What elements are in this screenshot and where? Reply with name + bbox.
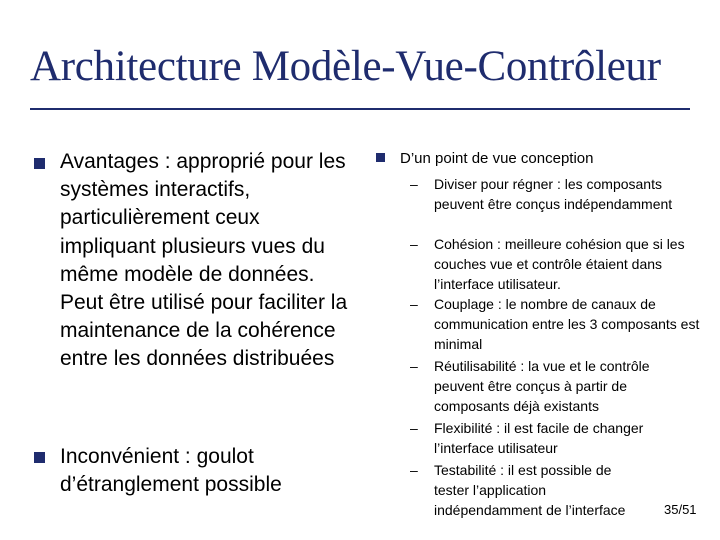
sub-item-testability [410, 460, 650, 520]
sub-item-text: Réutilisabilité : la vue et le contrôle peuvent être conçus à partir de composants déjà existants [434, 358, 650, 414]
sub-item-text: Cohésion : meilleure cohésion que si les couches vue et contrôle étaient dans l’interface utilisateur. [434, 236, 685, 292]
square-bullet-icon [376, 153, 385, 162]
sub-item-text: Testabilité : il est possible de tester l’application indépendamment de l’interface [434, 462, 626, 518]
dash-bullet: – [410, 420, 418, 436]
sub-item-divide [410, 174, 700, 214]
left-bullet-drawback: Inconvénient : goulot d’étranglement possible [60, 445, 282, 497]
sub-item-flexibility [410, 418, 700, 458]
dash-bullet: – [410, 236, 418, 252]
dash-bullet: – [410, 176, 418, 192]
dash-bullet: – [410, 462, 418, 478]
right-heading: D’un point de vue conception [400, 150, 594, 167]
sub-item-coupling [410, 294, 700, 354]
slide-title: Architecture Modèle-Vue-Contrôleur [30, 43, 661, 90]
page-number: 35/51 [664, 502, 697, 517]
sub-item-text: Flexibilité : il est facile de changer l’interface utilisateur [434, 420, 644, 456]
square-bullet-icon [34, 452, 45, 463]
sub-item-cohesion [410, 234, 700, 294]
dash-bullet: – [410, 296, 418, 312]
title-divider [30, 108, 690, 110]
sub-item-reusability [410, 356, 700, 416]
left-bullet-advantages: Avantages : approprié pour les systèmes interactifs, particulièrement ceux impliquant plusieurs vues du même modèle de données. Peut être utilisé pour faciliter la maintenance de la cohérence entre les données distribuées [60, 150, 348, 371]
square-bullet-icon [34, 158, 45, 169]
dash-bullet: – [410, 358, 418, 374]
sub-item-text: Diviser pour régner : les composants peuvent être conçus indépendamment [434, 176, 673, 212]
sub-item-text: Couplage : le nombre de canaux de communication entre les 3 composants est minimal [434, 296, 700, 352]
